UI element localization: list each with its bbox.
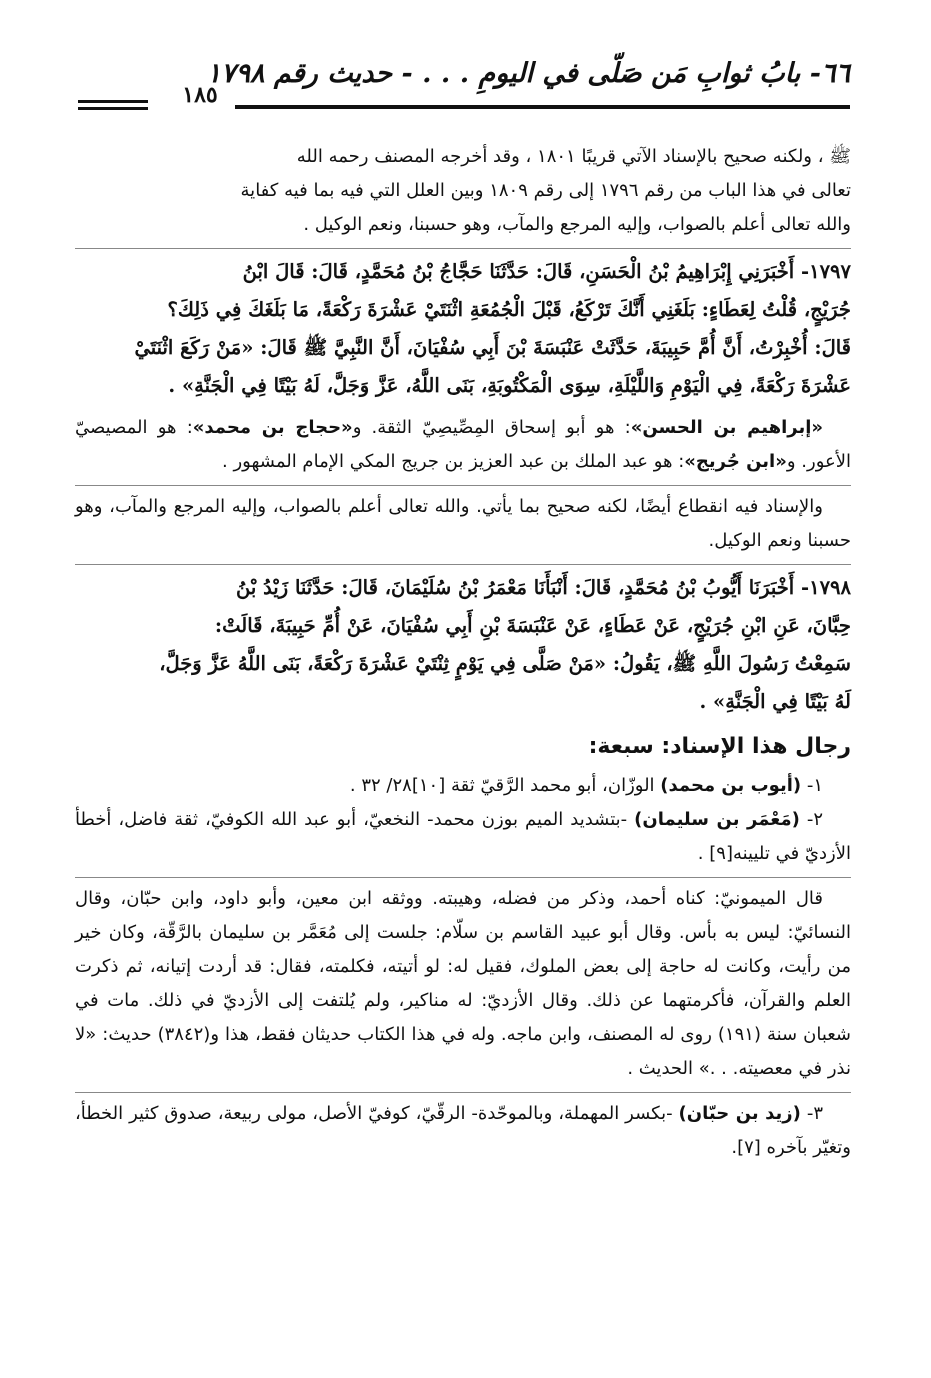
intro-line: ﷺ ، ولكنه صحيح بالإسناد الآتي قريبًا ١٨٠١ ، وقد أخرجه المصنف رحمه الله	[296, 146, 851, 167]
narrator-description: -بتشديد الميم بوزن محمد- النخعيّ، أبو عبد الله الكوفيّ، ثقة فاضل، أخطأ الأزديّ في تليينه[٩] .	[75, 809, 851, 864]
hadith-1798	[75, 569, 851, 721]
section-heading: رجال هذا الإسناد: سبعة:	[588, 734, 851, 759]
narrator-note: : هو أبو إسحاق المِصِّيصِيّ الثقة. و	[352, 417, 631, 438]
page-number: ١٨٥	[182, 82, 218, 108]
entry-number: ١-	[801, 775, 823, 796]
intro-line: تعالى في هذا الباب من رقم ١٧٩٦ إلى رقم ١٨٠٩ وبين العلل التي فيه بما فيه كفاية	[240, 180, 851, 201]
narrator-entry-2-details: قال الميمونيّ: كناه أحمد، وذكر من فضله، وهيبته. ووثقه ابن معين، وأبو داود، وابن حبّان، وقال النسائيّ: ليس به بأس. وقال أبو عبيد القاسم بن سلّام: جلست إلى مُعَمَّر بن سليمان بالرَّقّة، وكان خير من رأيت، وكانت له حاجة إلى بعض الملوك، فقيل له: لو أتيته، فكلمته، فقال: قد أردت إتيانه، ثم ذكرت العلم والقرآن، فأكرمتهما عن ذلك. وقال الأزديّ: له مناكير، ولم يُلتفت إلى الأزديّ في ذلك. مات في شعبان سنة (١٩١) روى له المصنف، وابن ماجه. وله في هذا الكتاب حديثان فقط، هذا و(٣٨٤٢) حديث: «لا نذر في معصيته. . .» الحديث .	[75, 888, 852, 1079]
hadith-line: ١٧٩٧- أَخْبَرَنِي إِبْرَاهِيمُ بْنُ الْحَسَنِ، قَالَ: حَدَّثَنَا حَجَّاجُ بْنُ مُحَمَّدٍ، قَالَ: قَالَ ابْنُ	[242, 260, 851, 283]
section-divider	[75, 877, 851, 878]
entry-number: ٣-	[800, 1103, 823, 1124]
entry-number: ٢-	[799, 809, 823, 830]
narrator-name: (مَعْمَر بن سليمان)	[634, 809, 800, 830]
section-divider	[75, 564, 851, 565]
narrator-entry-2	[75, 803, 851, 871]
section-divider	[75, 1092, 851, 1093]
intro-paragraph	[75, 140, 851, 242]
section-divider	[75, 248, 851, 249]
hadith-1797	[75, 253, 851, 405]
narrator-description: -بكسر المهملة، وبالموحّدة- الرقّيّ، كوفيّ الأصل، مولى ربيعة، صدوق كثير الخطأ، وتغيّر بآخره [٧].	[75, 1103, 851, 1158]
section-divider	[75, 485, 851, 486]
hadith-line: ١٧٩٨- أَخْبَرَنَا أَيُّوبُ بْنُ مُحَمَّدٍ، قَالَ: أَنْبَأَنَا مَعْمَرُ بْنُ سُلَيْمَانَ، قَالَ: حَدَّثَنَا زَيْدُ بْنُ	[236, 576, 851, 599]
narrator-description: الوزّان، أبو محمد الرَّقيّ ثقة [١٠]٢٨/ ٣٢ .	[349, 775, 661, 796]
narrator-name: «حجاج بن محمد»	[192, 417, 353, 438]
hadith-line: قَالَ: أُخْبِرْتُ، أَنَّ أُمَّ حَبِيبَةَ، حَدَّثَتْ عَنْبَسَةَ بْنَ أَبِي سُفْيَانَ، أَنَّ النَّبِيَّ ﷺ قَالَ: «مَنْ رَكَعَ اثْنَتَيْ	[134, 336, 851, 359]
hadith-line: لَهُ بَيْتًا فِي الْجَنَّةِ» .	[699, 690, 851, 713]
narrator-entry-1	[75, 769, 851, 803]
header-rule	[235, 105, 850, 109]
intro-line: والله تعالى أعلم بالصواب، وإليه المرجع والمآب، وهو حسبنا، ونعم الوكيل .	[303, 214, 851, 235]
narrator-name: «إبراهيم بن الحسن»	[630, 417, 824, 438]
hadith-line: حِبَّانَ، عَنِ ابْنِ جُرَيْجٍ، عَنْ عَطَاءٍ، عَنْ عَنْبَسَةَ بْنِ أَبِي سُفْيَانَ، عَنْ أُمِّ حَبِيبَةَ، قَالَتْ:	[214, 614, 851, 637]
narrator-name: «ابن جُريج»	[684, 451, 787, 472]
hadith-line: جُرَيْجٍ، قُلْتُ لِعَطَاءٍ: بَلَغَنِي أَنَّكَ تَرْكَعُ، قَبْلَ الْجُمُعَةِ اثْنَتَيْ عَشْرَةَ رَكْعَةً، مَا بَلَغَكَ فِي ذَلِكَ؟	[167, 298, 851, 321]
page-body	[75, 140, 851, 1165]
narrator-name: (أيوب بن محمد)	[660, 775, 802, 796]
narrator-note: : هو عبد الملك بن عبد العزيز بن جريج المكي الإمام المشهور .	[222, 451, 685, 472]
narrator-notes-1797	[75, 411, 851, 479]
narrator-note: : هو المصيصيّ الأعور. و	[75, 417, 851, 472]
header-rule-left-bottom	[78, 107, 148, 110]
hadith-line: سَمِعْتُ رَسُولَ اللَّهِ ﷺ، يَقُولُ: «مَنْ صَلَّى فِي يَوْمٍ ثِنْتَيْ عَشْرَةَ رَكْعَةً، بَنَى اللَّهُ عَزَّ وَجَلَّ،	[159, 652, 851, 675]
isnad-comment: والإسناد فيه انقطاع أيضًا، لكنه صحيح بما يأتي. والله تعالى أعلم بالصواب، وإليه المرجع والمآب، وهو حسبنا ونعم الوكيل.	[75, 496, 851, 551]
running-title: ٦٦- بابُ ثوابِ مَن صَلّى في اليومِ . . . - حديث رقم ١٧٩٨	[206, 58, 850, 89]
header-rule-left-top	[78, 100, 148, 103]
narrator-entry-3	[75, 1097, 851, 1165]
narrator-name: (زيد بن حبّان)	[678, 1103, 801, 1124]
page-header	[70, 58, 850, 110]
hadith-line: عَشْرَةَ رَكْعَةً، فِي الْيَوْمِ وَاللَّيْلَةِ، سِوَى الْمَكْتُوبَةِ، بَنَى اللَّهُ، عَزَّ وَجَلَّ، لَهُ بَيْتًا فِي الْجَنَّةِ» .	[168, 374, 851, 397]
